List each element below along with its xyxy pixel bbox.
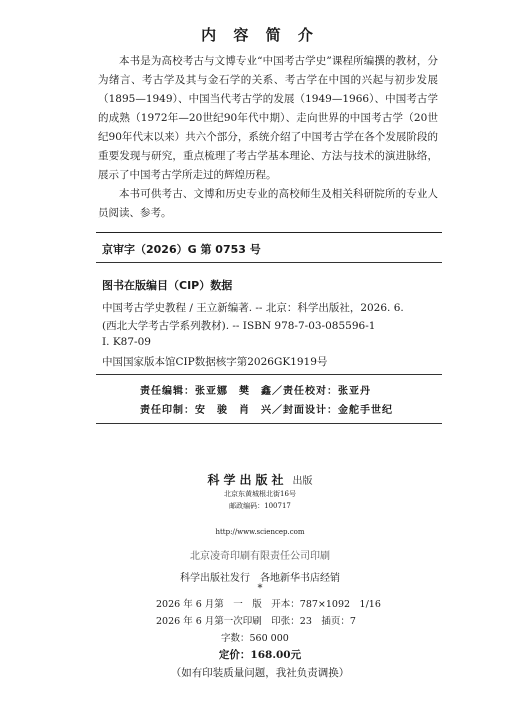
- price: 定价：168.00元: [218, 649, 302, 661]
- publisher-website: http://www.sciencep.com: [215, 528, 305, 536]
- abstract-paragraph-1: 本书是为高校考古与文博专业“中国考古学史”课程所编撰的教材，分为绪言、考古学及其与金石学的关系、考古学在中国的兴起与初步发展（1895—1949）、中国当代考古学的发展（1949—1966）、中国考古学的成熟（1972年—20世纪90年代中期）、走向世界的中国考古学（20世纪90年代末以来）共六个部分，系统介绍了中国考古学在各个发展阶段的重要发现与研究，重点梳理了考古学基本理论、方法与技术的演进脉络，展示了中国考古学所走过的辉煌历程。: [98, 55, 438, 181]
- distribution: 科学出版社发行 各地新华书店经销: [180, 573, 340, 584]
- publisher: [0, 469, 520, 488]
- quality-notice: （如有印装质量问题，我社负责调换）: [170, 667, 350, 679]
- abstract-paragraph-2: 本书可供考古、文博和历史专业的高校师生及相关科研院所的专业人员阅读、参考。: [98, 188, 438, 219]
- cip-line: Ⅰ. K87-09: [102, 336, 151, 348]
- cip-line: 中国考古学史教程 / 王立新编著. -- 北京：科学出版社，2026. 6.: [102, 302, 404, 314]
- printing-info: 2026 年 6 月第一次印刷 印张：23 插页：7: [156, 616, 356, 627]
- cip-line: (西北大学考古学系列教材). -- ISBN 978-7-03-085596-1: [102, 320, 376, 332]
- cip-line: 中国国家版本馆CIP数据核字第2026GK1919号: [102, 356, 328, 368]
- publisher-postcode: 邮政编码：100717: [229, 502, 291, 510]
- publisher-address: 北京东黄城根北街16号: [224, 490, 296, 498]
- word-count: 字数：560 000: [221, 633, 289, 644]
- editor-credits: 责任编辑：张亚娜 樊 鑫／责任校对：张亚丹: [140, 386, 371, 397]
- production-credits: 责任印制：安 骏 肖 兴／封面设计：金舵手世纪: [140, 405, 393, 416]
- divider: [96, 232, 442, 233]
- publisher-suffix: 出版: [292, 476, 313, 487]
- edition-info: 2026 年 6 月第 一 版 开本：787×1092 1/16: [156, 599, 381, 610]
- cip-heading: 图书在版编目（CIP）数据: [102, 279, 233, 292]
- divider: [96, 423, 442, 424]
- abstract: [98, 52, 438, 223]
- printer: 北京凌奇印刷有限责任公司印刷: [190, 551, 330, 562]
- publisher-logo: 科学出版社: [207, 473, 288, 487]
- divider: [96, 262, 442, 263]
- divider: [96, 374, 442, 375]
- review-number: 京审字（2026）G 第 0753 号: [102, 243, 261, 256]
- separator-star: *: [257, 583, 263, 594]
- page-title: 内 容 简 介: [201, 26, 319, 44]
